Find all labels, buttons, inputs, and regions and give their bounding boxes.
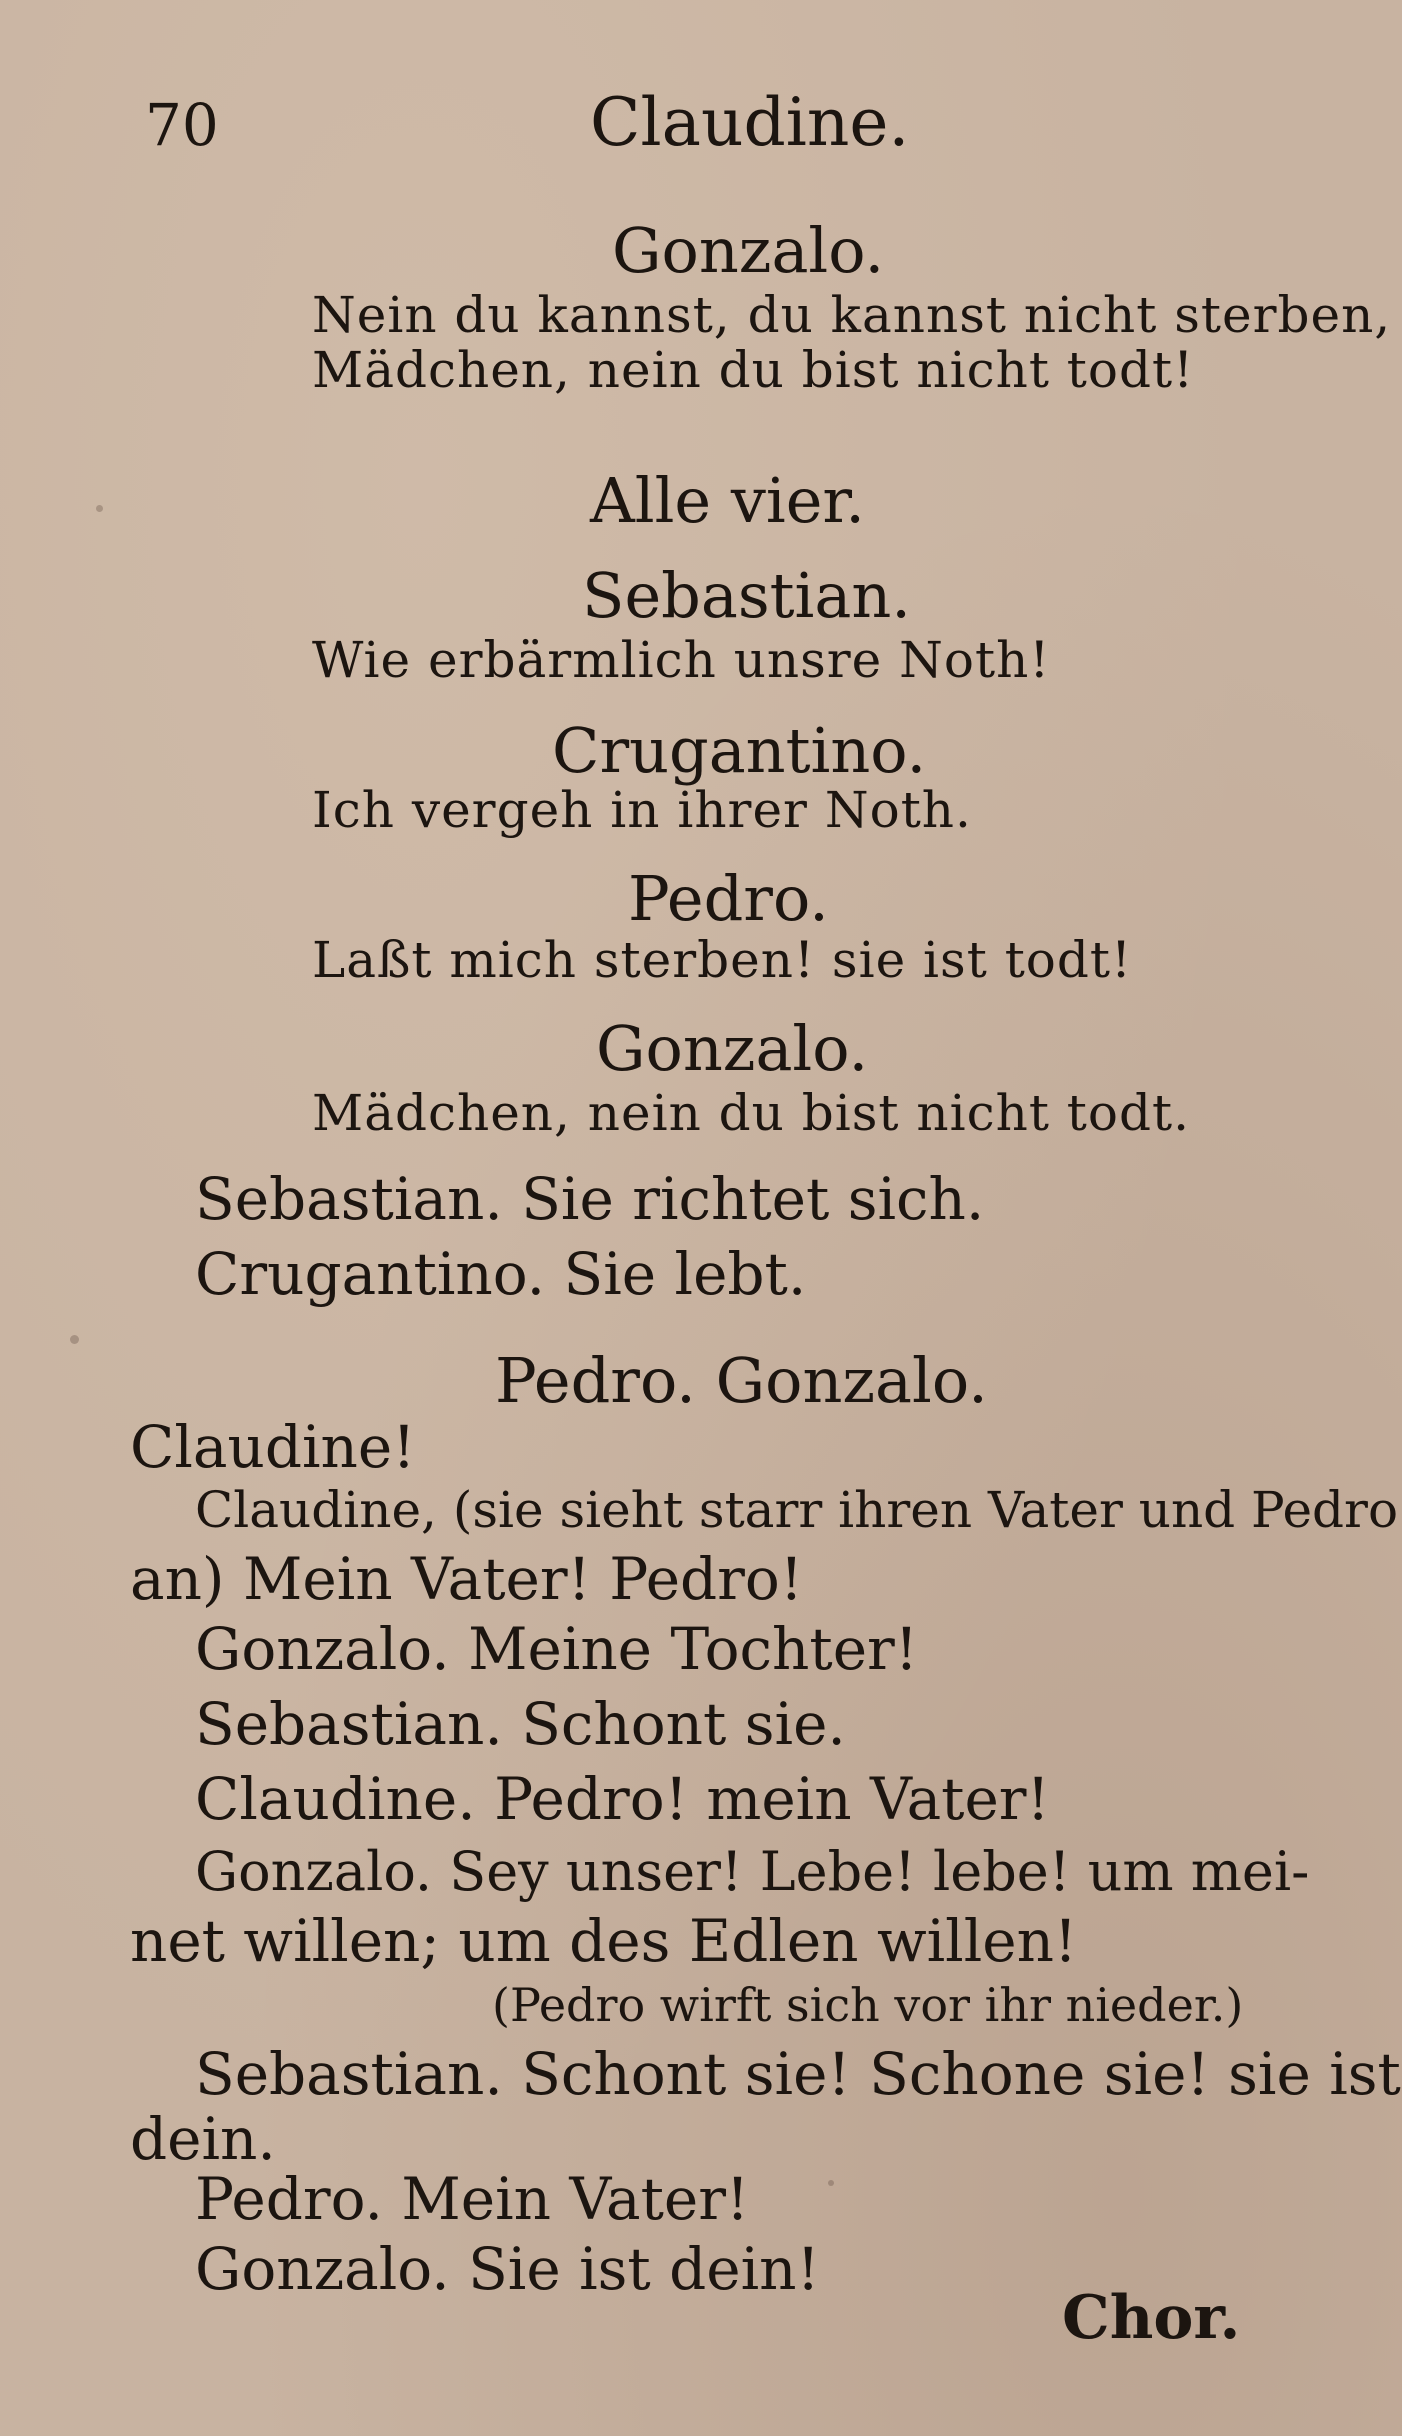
prose-line: net willen; um des Edlen willen!	[130, 1907, 1078, 1975]
prose-line: dein.	[130, 2105, 276, 2173]
paper-speck	[828, 2180, 834, 2186]
speaker-heading: Crugantino.	[552, 714, 927, 787]
prose-line: an) Mein Vater! Pedro!	[130, 1545, 804, 1613]
prose-line: Claudine, (sie sieht starr ihren Vater und Pedro	[195, 1481, 1399, 1539]
paper-speck	[70, 1335, 79, 1344]
page-number: 70	[145, 91, 219, 159]
prose-line: Sebastian. Sie richtet sich.	[195, 1165, 985, 1233]
prose-line: Pedro. Mein Vater!	[195, 2165, 750, 2233]
speaker-heading: Sebastian.	[582, 559, 911, 632]
catchword: Chor.	[1062, 2283, 1241, 2353]
prose-line: Claudine!	[130, 1413, 416, 1481]
verse-line: Mädchen, nein du bist nicht todt!	[312, 341, 1195, 399]
verse-line: Nein du kannst, du kannst nicht sterben,	[312, 286, 1392, 344]
prose-line: Gonzalo. Sie ist dein!	[195, 2235, 820, 2303]
verse-line: Wie erbärmlich unsre Noth!	[312, 631, 1051, 689]
speaker-heading: Pedro.	[628, 862, 829, 935]
prose-line: Gonzalo. Sey unser! Lebe! lebe! um mei-	[195, 1840, 1310, 1903]
verse-line: Laßt mich sterben! sie ist todt!	[312, 931, 1133, 989]
running-title: Claudine.	[590, 84, 910, 161]
speaker-heading: Gonzalo.	[596, 1012, 869, 1085]
speaker-heading: Alle vier.	[590, 464, 865, 537]
stage-direction: (Pedro wirft sich vor ihr nieder.)	[492, 1978, 1244, 2032]
speaker-heading: Pedro. Gonzalo.	[495, 1344, 988, 1417]
prose-line: Sebastian. Schont sie! Schone sie! sie ist	[195, 2040, 1401, 2108]
prose-line: Sebastian. Schont sie.	[195, 1690, 846, 1758]
speaker-heading: Gonzalo.	[612, 214, 885, 287]
prose-line: Claudine. Pedro! mein Vater!	[195, 1765, 1050, 1833]
prose-line: Gonzalo. Meine Tochter!	[195, 1615, 919, 1683]
prose-line: Crugantino. Sie lebt.	[195, 1240, 807, 1308]
verse-line: Mädchen, nein du bist nicht todt.	[312, 1084, 1190, 1142]
verse-line: Ich vergeh in ihrer Noth.	[312, 781, 972, 839]
paper-speck	[96, 505, 103, 512]
